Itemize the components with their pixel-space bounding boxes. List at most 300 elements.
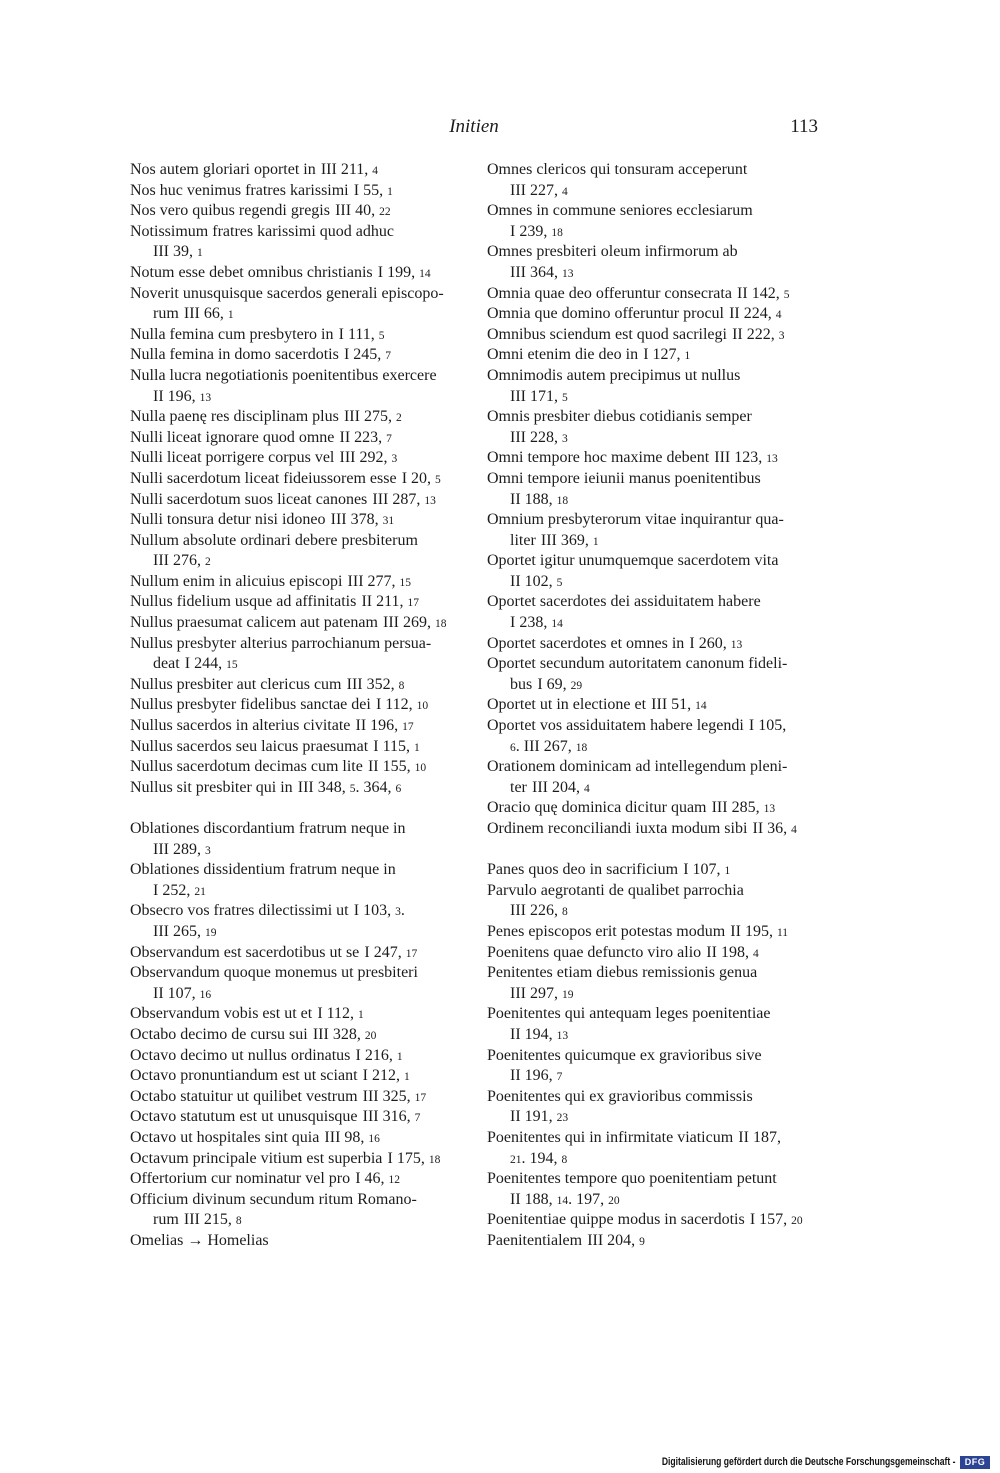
index-line [130,881,475,902]
reference-number: III 227, [510,181,562,199]
reference-number: III 297, [510,984,562,1002]
incipit-text: Poenitentes tempore quo poenitentiam petunt [487,1170,777,1188]
index-line [130,901,475,922]
reference [387,1150,440,1167]
reference [712,799,775,816]
index-entry [130,284,475,325]
reference [643,346,690,363]
reference-number: II 198, [706,943,753,961]
line-number: 14 [695,700,707,713]
line-number: 7 [386,432,392,445]
incipit-text: Omnibus sciendum est quod sacrilegi [487,325,727,343]
incipit-text: Octavo statutum est ut unusquisque [130,1108,358,1126]
reference-number: I 111, [338,325,379,343]
index-line [130,345,475,366]
reference [363,1108,421,1125]
reference-number: III 292, [339,449,392,467]
index-line [130,943,475,964]
index-entry [130,1025,475,1046]
line-number: 13 [730,638,743,651]
reference-number: II 223, [339,428,387,446]
reference [153,243,203,260]
reference [510,264,573,281]
reference [510,223,563,240]
reference [510,1108,568,1125]
reference-number: I 115, [373,737,414,755]
line-number: 29 [570,679,583,692]
index-line [487,1231,832,1252]
index-line [130,860,475,881]
reference-number: . 197, [568,1190,609,1208]
line-number: 12 [388,1174,401,1187]
reference [729,305,781,322]
reference-number: III 39, [153,243,197,261]
reference-number: I 199, [377,263,420,281]
line-number: 5 [435,473,441,486]
line-number: 22 [379,206,391,219]
reference-number: I 107, [683,861,725,879]
line-number: 5 [349,782,356,795]
index-line [130,1169,475,1190]
incipit-text: Poenitentes qui ex gravioribus commissis [487,1087,753,1105]
reference [324,1129,379,1146]
index-entry [130,1066,475,1087]
reference [153,985,211,1002]
incipit-text: Nulli sacerdotum liceat fideiussorem esse [130,469,397,487]
index-line [130,1004,475,1025]
index-line [130,984,475,1005]
index-entry [130,490,475,511]
index-line [487,798,832,819]
line-number: 19 [561,988,574,1001]
reference-number: III 265, [153,922,205,940]
index-line [130,448,475,469]
incipit-text: Nulla lucra negotiationis poenitentibus exercere [130,366,437,384]
reference-number: III 204, [587,1231,640,1249]
line-number: 31 [382,515,395,528]
index-entry [130,407,475,428]
reference-number: III 275, [343,408,396,426]
reference [184,1211,242,1228]
incipit-text: Nullus fidelium usque ad affinitatis [130,593,357,611]
incipit-text: Oblationes dissidentium fratrum neque in [130,861,396,879]
reference-number: II 222, [732,325,779,343]
index-line [487,490,832,511]
line-number: 16 [199,988,212,1001]
index-entry [130,1004,475,1025]
incipit-text: Octabo decimo de cursu sui [130,1025,308,1043]
index-line [487,1087,832,1108]
index-entry [130,1046,475,1067]
incipit-text: Oportet secundum autoritatem canonum fideli- [487,655,788,673]
index-line [130,1025,475,1046]
index-line [130,1190,475,1211]
reference [355,1170,400,1187]
reference [153,388,211,405]
reference [339,326,385,343]
reference [732,326,784,343]
index-line [130,572,475,593]
incipit-text: Poenitentes qui antequam leges poenitentiae [487,1005,771,1023]
line-number: 8 [561,906,568,919]
index-entry [130,1190,475,1231]
line-number: 14 [419,267,431,280]
reference [532,779,590,796]
reference [651,696,706,713]
incipit-text: Oportet sacerdotes dei assiduitatem habere [487,593,761,611]
line-number: 1 [684,350,691,363]
incipit-text: Octavum principale vitium est superbia [130,1149,383,1167]
reference-number: III 325, [362,1087,415,1105]
incipit-text: Poenitens quae defuncto viro alio [487,943,702,961]
index-line [487,387,832,408]
incipit-text: Omnes in commune seniores ecclesiarum [487,202,753,220]
reference-number: II 107, [153,984,200,1002]
index-entry [130,345,475,366]
reference-number: I 105, [748,717,787,735]
incipit-text: Poenitentes quicumque ex gravioribus sive [487,1046,762,1064]
reference-number: III 277, [347,572,400,590]
incipit-text: Ordinem reconciliandi iuxta modum sibi [487,820,748,837]
reference [689,635,742,652]
index-line [487,407,832,428]
reference [510,491,568,508]
incipit-text: Octavo ut hospitales sint quia [130,1128,320,1146]
index-entry [130,757,475,778]
reference-number: II 211, [361,593,408,611]
index-line [130,366,475,387]
line-number: 1 [358,1009,364,1022]
index-entry [130,901,475,942]
index-entry [487,407,832,448]
reference [587,1232,645,1249]
incipit-text: Nullus sit presbiter qui in [130,778,293,796]
incipit-text: Omnimodis autem precipimus ut nullus [487,366,741,384]
reference [383,614,446,631]
reference-number: I 20, [401,469,436,487]
reference [344,408,402,425]
index-entry [130,860,475,901]
incipit-text: Nulli sacerdotum suos liceat canones [130,490,368,508]
index-line [487,592,832,613]
reference-number: III 98, [324,1128,369,1146]
incipit-text: Nullus sacerdotum decimas cum lite [130,758,363,776]
index-entry [130,737,475,758]
index-entry [487,922,832,943]
reference-number: III 123, [714,449,767,467]
incipit-text: Octabo statuitur ut quilibet vestrum [130,1087,358,1105]
incipit-text: Penitentes etiam diebus remissionis genua [487,964,758,982]
reference-number: III 285, [711,799,764,817]
index-line [130,778,475,799]
line-number: 15 [399,576,412,589]
reference-number: III 269, [383,614,435,632]
index-entry [130,1128,475,1149]
reference [510,573,562,590]
line-number: 8 [235,1215,242,1228]
incipit-text: Notissimum fratres karissimi quod adhuc [130,222,394,240]
index-entry [130,963,475,1004]
index-entry [130,1087,475,1108]
reference-number: . 194, [521,1149,562,1167]
index-line [487,572,832,593]
line-number: 3 [391,453,398,466]
index-entry [130,325,475,346]
dfg-logo: DFG [960,1456,990,1469]
index-entry [130,819,475,860]
line-number: 13 [561,267,574,280]
index-line [130,840,475,861]
index-entry [487,1128,832,1169]
incipit-text: Observandum est sacerdotibus ut se [130,943,360,961]
reference [317,1005,363,1022]
line-number: 4 [791,824,797,836]
index-line [487,510,832,531]
index-line [130,284,475,305]
index-entry [487,881,832,922]
index-entry [487,551,832,592]
index-entry [487,716,832,757]
index-line [487,1128,832,1149]
index-entry [487,1210,832,1231]
index-line [130,325,475,346]
index-entry [130,943,475,964]
index-line [130,634,475,655]
index-entry [130,592,475,613]
index-line [130,757,475,778]
reference [153,882,206,899]
index-line [487,737,832,758]
line-number: 17 [405,947,418,960]
index-line [487,345,832,366]
index-entry [130,1231,475,1252]
reference [510,388,568,405]
index-line [487,551,832,572]
index-entry [487,201,832,242]
line-number: 14 [556,1194,569,1207]
page-number: 113 [790,116,818,137]
index-line [487,963,832,984]
reference [363,1088,426,1105]
incipit-text: Observandum vobis est ut et [130,1005,313,1023]
reference [348,573,411,590]
index-line [130,675,475,696]
reference [344,346,391,363]
line-number: 6 [510,741,516,754]
index-entry [487,798,832,819]
reference-number: III 228, [510,428,562,446]
index-entry [487,1169,832,1210]
reference-number: III 369, [540,531,593,549]
index-line [130,1107,475,1128]
incipit-text: Nulla femina in domo sacerdotis [130,346,339,364]
reference-number: II 155, [367,758,415,776]
reference-number: I 127, [643,346,685,364]
index-entry [487,448,832,469]
incipit-text: Oblationes discordantium fratrum neque in [130,820,406,837]
index-line [487,1004,832,1025]
index-entry [130,469,475,490]
line-number: 20 [608,1194,620,1207]
incipit-text: Oportet igitur unumquemque sacerdotem vita [487,552,779,570]
right-column [487,160,832,1251]
incipit-text: Offertorium cur nominatur vel pro [130,1170,351,1188]
index-line [487,469,832,490]
running-head [130,114,818,140]
incipit-text: Nullum enim in alicuius episcopi [130,572,343,590]
incipit-text: Omni tempore ieiunii manus poenitentibus [487,469,761,487]
index-line [487,1169,832,1190]
index-line [130,716,475,737]
reference [347,676,405,693]
reference [364,944,417,961]
reference [363,1067,410,1084]
index-entry [130,181,475,202]
line-number: 7 [414,1112,421,1125]
reference-number: II 102, [510,572,557,590]
incipit-text: Nullus praesumat calicem aut patenam [130,614,378,632]
reference-number: I 112, [375,696,417,714]
line-number: 16 [368,1132,380,1145]
line-number: 8 [561,1153,568,1166]
index-line [487,1046,832,1067]
index-line [487,263,832,284]
reference-number: I 260, [689,634,731,652]
reference [184,305,234,322]
reference [335,202,390,219]
incipit-text: Noverit unusquisque sacerdos generali episcopo- [130,284,444,302]
line-number: 17 [402,721,414,734]
funding-note: Digitalisierung gefördert durch die Deutsche Forschungsgemeinschaft - [662,1456,956,1468]
reference-number: II 195, [730,922,777,940]
index-line [130,551,475,572]
reference-number: III 348, [297,778,350,796]
line-number: 15 [226,659,238,672]
incipit-text: Penes episcopos erit potestas modum [487,922,726,940]
reference-number: I 239, [510,222,552,240]
line-number: 13 [763,803,776,816]
index-entry [487,963,832,1004]
index-line [130,613,475,634]
line-number: 18 [435,618,447,631]
incipit-text: Paenitentialem [487,1231,583,1249]
line-number: 3 [395,906,401,919]
index-entry [487,654,832,695]
line-number: 13 [556,1029,569,1042]
incipit-text: Oracio quę dominica dicitur quam [487,799,707,817]
reference [510,614,563,631]
index-line [487,1066,832,1087]
reference-number: III 364, [510,263,562,281]
index-entry [130,1169,475,1190]
reference-number: III 215, [183,1211,236,1229]
reference [354,182,393,199]
reference-number: III 211, [320,161,373,178]
index-line [130,510,475,531]
index-line [487,922,832,943]
reference-number: II 188, [510,490,557,508]
index-line [130,531,475,552]
line-number: 4 [775,309,782,322]
index-entry [130,716,475,737]
incipit-text: rum [153,305,179,323]
reference-number: III 226, [510,902,562,920]
incipit-text: liter [510,531,536,549]
incipit-text: Poenitentes qui in infirmitate viaticum [487,1128,734,1146]
incipit-text: Omnia quae deo offeruntur consecrata [487,284,732,302]
index-line [487,757,832,778]
reference-number: I 212, [362,1067,404,1085]
index-entry [130,201,475,222]
index-line [130,387,475,408]
index-line [487,1190,832,1211]
line-number: 20 [791,1215,803,1228]
reference [378,264,431,281]
line-number: 7 [385,350,392,363]
index-entry [487,242,832,283]
reference-number: I 103, [353,902,396,920]
reference-number: II 196, [153,387,200,405]
reference [683,861,730,878]
index-entry [487,943,832,964]
index-entry [130,695,475,716]
incipit-text: Oportet ut in electione et [487,696,647,714]
index-line [487,242,832,263]
reference-number: I 46, [355,1170,389,1188]
index-entry [130,160,475,181]
reference-number: I 69, [537,675,571,693]
incipit-text: Omnis presbiter diebus cotidianis semper [487,408,752,426]
reference-number: I 247, [364,943,406,961]
reference [510,902,568,919]
index-line [487,531,832,552]
reference-number: I 244, [184,655,227,673]
reference-number: II 196, [510,1067,557,1085]
line-number: 13 [199,391,212,404]
incipit-text: Officium divinum secundum ritum Romano- [130,1190,417,1208]
line-number: 1 [227,309,234,322]
line-number: 1 [414,741,420,754]
incipit-text: rum [153,1211,179,1229]
line-number: 18 [428,1153,441,1166]
reference-number: II 194, [510,1025,557,1043]
index-line [130,922,475,943]
reference [373,738,419,755]
index-line [130,407,475,428]
incipit-text: Nullus presbyter alterius parrochianum persua- [130,634,432,652]
reference [706,944,758,961]
index-section [487,160,832,840]
incipit-text: Omnes presbiteri oleum infirmorum ab [487,243,738,261]
incipit-text: Omnium presbyterorum vitae inquirantur qua- [487,511,784,529]
index-line [487,325,832,346]
reference [510,1150,567,1167]
index-line [487,181,832,202]
index-line [130,428,475,449]
index-line [130,819,475,840]
incipit-text: Omnia que domino offeruntur procul [487,305,724,323]
reference-number: II 187, [738,1128,781,1146]
incipit-text: Oportet sacerdotes et omnes in [487,634,685,652]
incipit-text: Panes quos deo in sacrificium [487,861,679,879]
left-column [130,160,475,1251]
index-line [487,881,832,902]
index-line [487,222,832,243]
line-number: 1 [724,865,731,878]
index-entry [487,757,832,798]
reference [356,1047,403,1064]
reference [372,491,435,508]
